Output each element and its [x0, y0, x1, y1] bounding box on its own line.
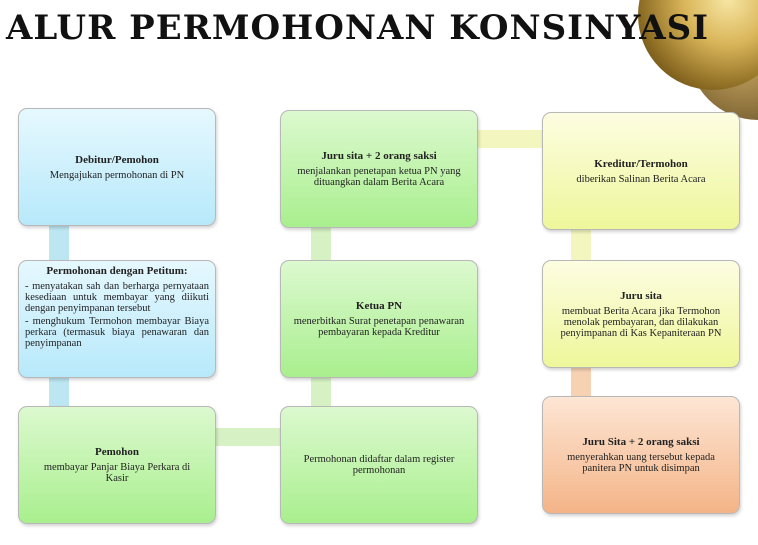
box-juru-sita-saksi-2 — [542, 396, 740, 514]
box-text: diberikan Salinan Berita Acara — [576, 173, 706, 185]
connector-jurusita2-jurusita3 — [571, 366, 591, 398]
connector-register-ketua — [311, 376, 331, 408]
connector-kreditur-jurusita2 — [571, 228, 591, 262]
box-heading: Permohonan dengan Petitum: — [46, 265, 188, 277]
box-juru-sita — [542, 260, 740, 368]
box-register — [280, 406, 478, 524]
box-heading: Juru Sita + 2 orang saksi — [582, 436, 700, 448]
connector-jurusita-kreditur — [477, 130, 545, 148]
box-juru-sita-saksi — [280, 110, 478, 228]
page-title: ALUR PERMOHONAN KONSINYASI — [6, 8, 710, 48]
box-permohonan-petitum — [18, 260, 216, 378]
box-text: membayar Panjar Biaya Perkara di Kasir — [43, 462, 191, 484]
connector-petitum-pemohon — [49, 376, 69, 408]
box-heading: Debitur/Pemohon — [75, 153, 159, 166]
box-text: menerbitkan Surat penetapan penawaran pembayaran kepada Kreditur — [293, 316, 465, 338]
petitum-item: - menyatakan sah dan berharga pernyataan kesediaan untuk membayar yang diikuti dengan penyimpanan tersebut — [25, 281, 209, 314]
box-pemohon — [18, 406, 216, 524]
box-heading: Kreditur/Termohon — [594, 157, 688, 170]
box-text: Permohonan didaftar dalam register permohonan — [303, 454, 455, 476]
box-kreditur-termohon — [542, 112, 740, 230]
connector-debitur-petitum — [49, 224, 69, 262]
box-text: menjalankan penetapan ketua PN yang dituangkan dalam Berita Acara — [297, 166, 461, 188]
box-text: Mengajukan permohonan di PN — [49, 169, 185, 181]
box-heading: Juru sita — [620, 289, 662, 302]
box-heading: Juru sita + 2 orang saksi — [321, 150, 437, 162]
connector-ketua-jurusita — [311, 226, 331, 262]
box-text: membuat Berita Acara jika Termohon menolak pembayaran, dan dilakukan penyimpanan di Kas Kepaniteraan PN — [560, 305, 722, 339]
box-ketua-pn — [280, 260, 478, 378]
petitum-item: - menghukum Termohon membayar Biaya perkara (termasuk biaya penawaran dan penyimpanan — [25, 316, 209, 349]
box-heading: Ketua PN — [355, 300, 403, 312]
box-text: menyerahkan uang tersebut kepada panitera PN untuk disimpan — [567, 452, 715, 474]
box-debitur-pemohon — [18, 108, 216, 226]
connector-pemohon-register — [215, 428, 283, 446]
box-heading: Pemohon — [95, 446, 139, 458]
